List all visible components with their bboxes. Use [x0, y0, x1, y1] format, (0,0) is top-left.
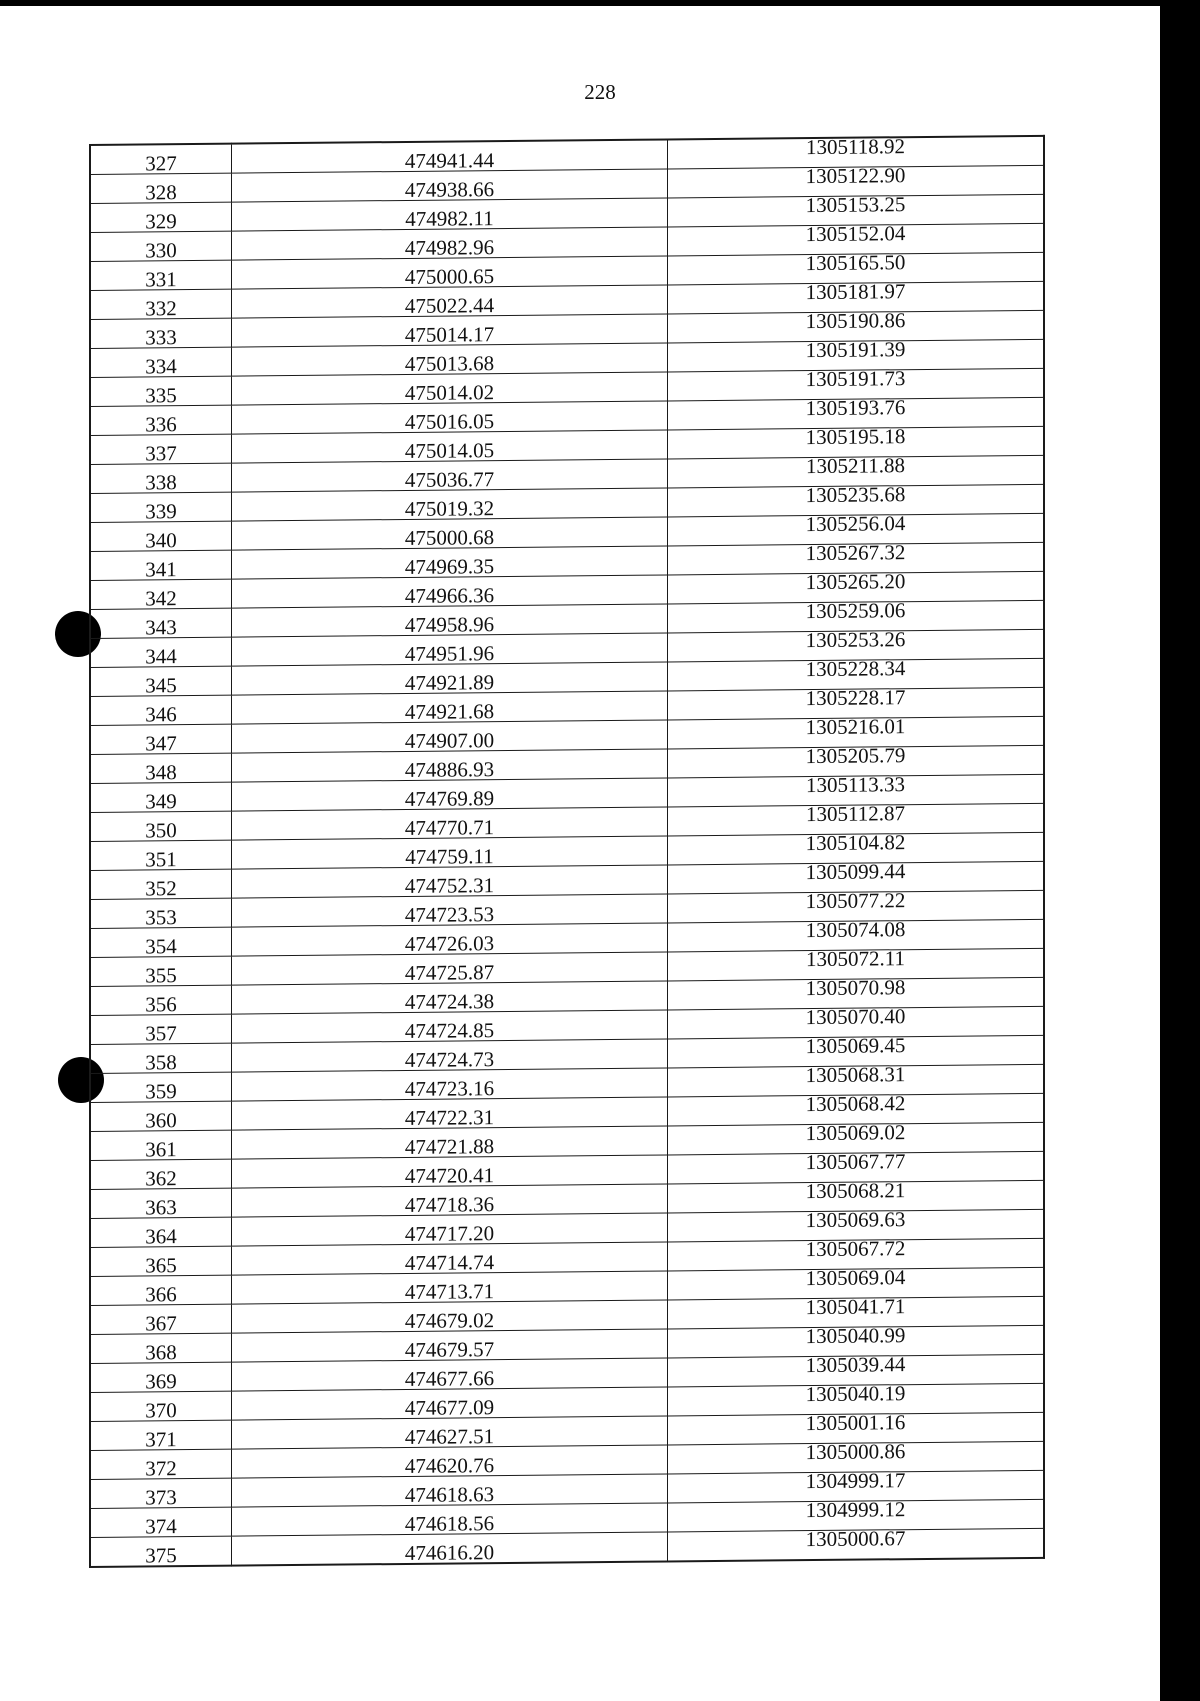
cell-value: 343 — [145, 615, 177, 640]
cell-value: 362 — [145, 1166, 177, 1191]
cell-value: 1305074.08 — [805, 917, 906, 943]
cell-value: 363 — [145, 1195, 177, 1220]
cell-value: 349 — [145, 789, 177, 814]
point-number-cell — [90, 463, 232, 493]
cell-value: 340 — [145, 528, 177, 553]
point-number-cell — [90, 1014, 232, 1044]
cell-value: 474616.20 — [404, 1540, 495, 1565]
cell-value: 475000.65 — [404, 264, 495, 289]
point-number-cell — [90, 1536, 232, 1567]
cell-value: 474723.16 — [404, 1076, 495, 1101]
cell-value: 475014.02 — [404, 380, 495, 405]
point-number-cell — [90, 521, 232, 551]
cell-value: 475013.68 — [404, 351, 495, 376]
cell-value: 333 — [145, 325, 177, 350]
cell-value: 352 — [145, 876, 177, 901]
cell-value: 474725.87 — [404, 960, 495, 985]
x-coordinate-cell — [232, 139, 668, 173]
cell-value: 1305190.86 — [805, 308, 906, 334]
cell-value: 1305228.17 — [805, 685, 906, 711]
cell-value: 370 — [145, 1398, 177, 1423]
cell-value: 375 — [145, 1543, 177, 1568]
cell-value: 1305069.63 — [805, 1207, 906, 1233]
cell-value: 474677.66 — [404, 1366, 495, 1391]
point-number-cell — [90, 1333, 232, 1363]
scan-border — [1160, 0, 1200, 1701]
cell-value: 335 — [145, 383, 177, 408]
cell-value: 1305067.72 — [805, 1236, 906, 1262]
point-number-cell — [90, 985, 232, 1015]
cell-value: 350 — [145, 818, 177, 843]
cell-value: 474951.96 — [404, 641, 495, 666]
cell-value: 331 — [145, 267, 177, 292]
cell-value: 474907.00 — [404, 728, 495, 753]
cell-value: 474770.71 — [404, 815, 495, 840]
cell-value: 474769.89 — [404, 786, 495, 811]
cell-value: 372 — [145, 1456, 177, 1481]
point-number-cell — [90, 811, 232, 841]
point-number-cell — [90, 1101, 232, 1131]
cell-value: 369 — [145, 1369, 177, 1394]
point-number-cell — [90, 869, 232, 899]
cell-value: 474724.85 — [404, 1018, 495, 1043]
cell-value: 475014.05 — [404, 438, 495, 463]
cell-value: 353 — [145, 905, 177, 930]
cell-value: 339 — [145, 499, 177, 524]
cell-value: 1305070.40 — [805, 1004, 906, 1030]
cell-value: 474724.38 — [404, 989, 495, 1014]
cell-value: 329 — [145, 209, 177, 234]
cell-value: 1305040.99 — [805, 1323, 906, 1349]
point-number-cell — [90, 1420, 232, 1450]
cell-value: 366 — [145, 1282, 177, 1307]
cell-value: 1305228.34 — [805, 656, 906, 682]
cell-value: 1305112.87 — [806, 801, 905, 827]
y-coordinate-cell — [668, 1528, 1045, 1561]
cell-value: 1305256.04 — [805, 511, 906, 537]
point-number-cell — [90, 666, 232, 696]
cell-value: 474938.66 — [404, 177, 495, 202]
point-number-cell — [90, 405, 232, 435]
cell-value: 336 — [145, 412, 177, 437]
cell-value: 357 — [145, 1021, 177, 1046]
cell-value: 328 — [145, 180, 177, 205]
cell-value: 1305077.22 — [805, 888, 906, 914]
cell-value: 327 — [145, 151, 177, 176]
cell-value: 475022.44 — [404, 293, 495, 318]
cell-value: 365 — [145, 1253, 177, 1278]
cell-value: 474723.53 — [404, 902, 495, 927]
cell-value: 1305113.33 — [806, 772, 905, 798]
cell-value: 1305259.06 — [805, 598, 906, 624]
cell-value: 1305216.01 — [805, 714, 906, 740]
cell-value: 344 — [145, 644, 177, 669]
cell-value: 367 — [145, 1311, 177, 1336]
point-number-cell — [90, 260, 232, 290]
point-number-cell — [90, 956, 232, 986]
point-number-cell — [90, 1043, 232, 1073]
cell-value: 474982.11 — [405, 206, 494, 231]
point-number-cell — [90, 1507, 232, 1537]
cell-value: 1305001.16 — [805, 1410, 906, 1436]
cell-value: 1305040.19 — [805, 1381, 906, 1407]
cell-value: 1305068.31 — [805, 1062, 906, 1088]
cell-value: 1305193.76 — [805, 395, 906, 421]
cell-value: 474718.36 — [404, 1192, 495, 1217]
cell-value: 373 — [145, 1485, 177, 1510]
point-number-cell — [90, 202, 232, 232]
cell-value: 474982.96 — [404, 235, 495, 260]
point-number-cell — [90, 492, 232, 522]
cell-value: 474921.68 — [404, 699, 495, 724]
cell-value: 334 — [145, 354, 177, 379]
cell-value: 1305267.32 — [805, 540, 906, 566]
cell-value: 1305235.68 — [805, 482, 906, 508]
cell-value: 1305039.44 — [805, 1352, 906, 1378]
page-number: 228 — [584, 80, 616, 104]
cell-value: 351 — [145, 847, 177, 872]
cell-value: 474921.89 — [404, 670, 495, 695]
point-number-cell — [90, 637, 232, 667]
point-number-cell — [90, 1478, 232, 1508]
cell-value: 474679.02 — [404, 1308, 495, 1333]
cell-value: 338 — [145, 470, 177, 495]
cell-value: 345 — [145, 673, 177, 698]
cell-value: 341 — [145, 557, 177, 582]
point-number-cell — [90, 695, 232, 725]
cell-value: 474713.71 — [404, 1279, 495, 1304]
cell-value: 474722.31 — [404, 1105, 495, 1130]
cell-value: 474886.93 — [404, 757, 495, 782]
cell-value: 1305070.98 — [805, 975, 906, 1001]
cell-value: 474958.96 — [404, 612, 495, 637]
cell-value: 374 — [145, 1514, 177, 1539]
cell-value: 358 — [145, 1050, 177, 1075]
cell-value: 1305041.71 — [805, 1294, 906, 1320]
cell-value: 1304999.17 — [805, 1468, 906, 1494]
cell-value: 474966.36 — [404, 583, 495, 608]
point-number-cell — [90, 840, 232, 870]
point-number-cell — [90, 1362, 232, 1392]
cell-value: 1305181.97 — [805, 279, 906, 305]
point-number-cell — [90, 724, 232, 754]
cell-value: 337 — [145, 441, 177, 466]
cell-value: 347 — [145, 731, 177, 756]
cell-value: 1305069.02 — [805, 1120, 906, 1146]
cell-value: 348 — [145, 760, 177, 785]
cell-value: 342 — [145, 586, 177, 611]
cell-value: 474618.63 — [404, 1482, 495, 1507]
cell-value: 360 — [145, 1108, 177, 1133]
cell-value: 1305072.11 — [806, 946, 905, 972]
cell-value: 1305069.45 — [805, 1033, 906, 1059]
cell-value: 1305152.04 — [805, 221, 906, 247]
cell-value: 364 — [145, 1224, 177, 1249]
cell-value: 371 — [145, 1427, 177, 1452]
cell-value: 1305000.86 — [805, 1439, 906, 1465]
cell-value: 1305069.04 — [805, 1265, 906, 1291]
cell-value: 1305265.20 — [805, 569, 906, 595]
cell-value: 474717.20 — [404, 1221, 495, 1246]
cell-value: 474724.73 — [404, 1047, 495, 1072]
cell-value: 1304999.12 — [805, 1497, 906, 1523]
cell-value: 1305153.25 — [805, 192, 906, 218]
point-number-cell — [90, 898, 232, 928]
cell-value: 1305000.67 — [805, 1526, 906, 1552]
coordinate-table-body — [90, 136, 1044, 1567]
cell-value: 475036.77 — [404, 467, 495, 492]
cell-value: 474618.56 — [404, 1511, 495, 1536]
cell-value: 361 — [145, 1137, 177, 1162]
cell-value: 474714.74 — [404, 1250, 495, 1275]
cell-value: 474752.31 — [404, 873, 495, 898]
point-number-cell — [90, 434, 232, 464]
cell-value: 330 — [145, 238, 177, 263]
cell-value: 1305191.39 — [805, 337, 906, 363]
point-number-cell — [90, 550, 232, 580]
cell-value: 1305165.50 — [805, 250, 906, 276]
point-number-cell — [90, 1275, 232, 1305]
cell-value: 1305191.73 — [805, 366, 906, 392]
point-number-cell — [90, 1449, 232, 1479]
cell-value: 474720.41 — [404, 1163, 495, 1188]
point-number-cell — [90, 289, 232, 319]
cell-value: 474677.09 — [404, 1395, 495, 1420]
point-number-cell — [90, 608, 232, 638]
point-number-cell — [90, 753, 232, 783]
point-number-cell — [90, 144, 232, 175]
cell-value: 475000.68 — [404, 525, 495, 550]
cell-value: 1305195.18 — [805, 424, 906, 450]
cell-value: 1305068.21 — [805, 1178, 906, 1204]
cell-value: 1305099.44 — [805, 859, 906, 885]
cell-value: 332 — [145, 296, 177, 321]
point-number-cell — [90, 1130, 232, 1160]
cell-value: 1305253.26 — [805, 627, 906, 653]
cell-value: 474726.03 — [404, 931, 495, 956]
point-number-cell — [90, 318, 232, 348]
cell-value: 474759.11 — [405, 844, 494, 869]
point-number-cell — [90, 231, 232, 261]
cell-value: 474679.57 — [404, 1337, 495, 1362]
cell-value: 475014.17 — [404, 322, 495, 347]
point-number-cell — [90, 1188, 232, 1218]
cell-value: 474969.35 — [404, 554, 495, 579]
cell-value: 1305067.77 — [805, 1149, 906, 1175]
cell-value: 1305122.90 — [805, 163, 906, 189]
point-number-cell — [90, 376, 232, 406]
point-number-cell — [90, 173, 232, 203]
cell-value: 1305104.82 — [805, 830, 906, 856]
cell-value: 474627.51 — [404, 1424, 495, 1449]
point-number-cell — [90, 1217, 232, 1247]
point-number-cell — [90, 1391, 232, 1421]
cell-value: 474721.88 — [404, 1134, 495, 1159]
cell-value: 1305118.92 — [806, 134, 905, 160]
point-number-cell — [90, 1304, 232, 1334]
cell-value: 474941.44 — [404, 148, 495, 173]
point-number-cell — [90, 1072, 232, 1102]
point-number-cell — [90, 782, 232, 812]
cell-value: 346 — [145, 702, 177, 727]
point-number-cell — [90, 579, 232, 609]
point-number-cell — [90, 347, 232, 377]
cell-value: 359 — [145, 1079, 177, 1104]
cell-value: 475019.32 — [404, 496, 495, 521]
point-number-cell — [90, 1159, 232, 1189]
cell-value: 368 — [145, 1340, 177, 1365]
cell-value: 356 — [145, 992, 177, 1017]
cell-value: 475016.05 — [404, 409, 495, 434]
cell-value: 1305068.42 — [805, 1091, 906, 1117]
cell-value: 474620.76 — [404, 1453, 495, 1478]
coordinate-table — [89, 135, 1045, 1568]
cell-value: 354 — [145, 934, 177, 959]
point-number-cell — [90, 927, 232, 957]
cell-value: 1305211.88 — [806, 453, 905, 479]
point-number-cell — [90, 1246, 232, 1276]
cell-value: 1305205.79 — [805, 743, 906, 769]
cell-value: 355 — [145, 963, 177, 988]
